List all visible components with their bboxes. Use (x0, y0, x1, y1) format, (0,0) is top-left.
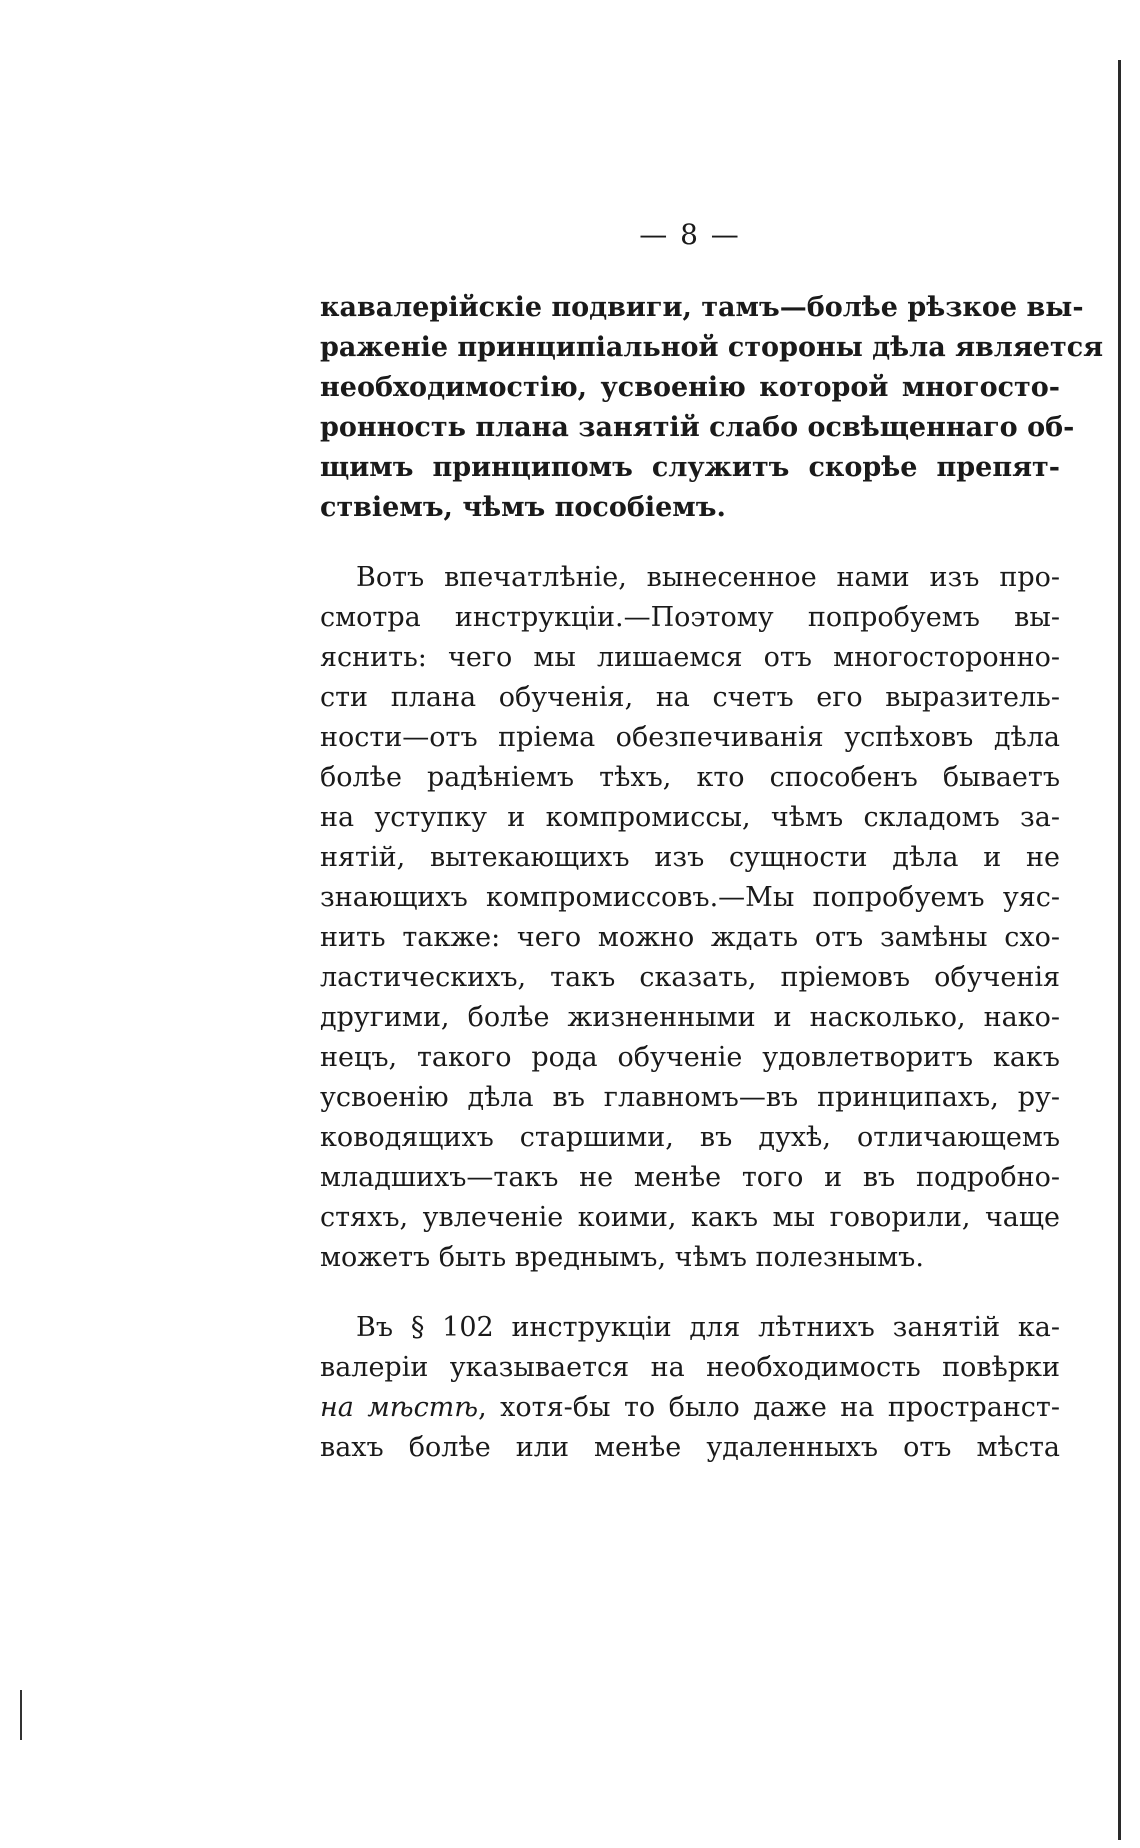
text-line: нятій, вытекающихъ изъ сущности дѣла и не (320, 842, 1060, 873)
text-line: другими, болѣе жизненными и насколько, нако- (320, 1002, 1060, 1033)
text-line: валеріи указывается на необходимость повѣрки (320, 1352, 1060, 1383)
paragraph-1 (320, 288, 1104, 528)
text-line: яснить: чего мы лишаемся отъ многосторонно- (320, 642, 1060, 673)
text-line: щимъ принципомъ служитъ скорѣе препят- (320, 452, 1060, 483)
text-line: ластическихъ, такъ сказать, пріемовъ обученія (320, 962, 1060, 993)
text-line-with-italic (320, 1388, 1060, 1428)
text-line: кавалерійскіе подвиги, тамъ—болѣе рѣзкое вы- (320, 292, 1084, 323)
text-line: сти плана обученія, на счетъ его выразитель- (320, 682, 1060, 713)
text-line: нить также: чего можно ждать отъ замѣны схо- (320, 922, 1060, 953)
text-line: ности—отъ пріема обезпечиванія успѣховъ дѣла (320, 722, 1060, 753)
text-line: Въ § 102 инструкціи для лѣтнихъ занятій ка- (356, 1312, 1060, 1343)
text-line: знающихъ компромиссовъ.—Мы попробуемъ уяс- (320, 882, 1060, 913)
italic-phrase: на мѣстѣ (320, 1392, 479, 1423)
text-line: ронность плана занятій слабо освѣщеннаго об- (320, 412, 1075, 443)
text-line: Вотъ впечатлѣніе, вынесенное нами изъ про- (356, 562, 1060, 593)
text-line: смотра инструкціи.—Поэтому попробуемъ вы- (320, 602, 1060, 633)
paragraph-3 (320, 1308, 1060, 1468)
paragraph-2 (320, 558, 1060, 1278)
text-line: усвоенію дѣла въ главномъ—въ принципахъ, ру- (320, 1082, 1060, 1113)
page-number: — 8 — (639, 218, 741, 251)
binding-mark (20, 1690, 22, 1740)
text-line: можетъ быть вреднымъ, чѣмъ полезнымъ. (320, 1242, 924, 1273)
text-line: нецъ, такого рода обученіе удовлетворитъ какъ (320, 1042, 1060, 1073)
text-line: болѣе радѣніемъ тѣхъ, кто способенъ бываетъ (320, 762, 1060, 793)
text-line: ководящихъ старшими, въ духѣ, отличающемъ (320, 1122, 1060, 1153)
page-edge-line (1118, 60, 1121, 1840)
body-text (320, 288, 1104, 1468)
text-line: раженіе принципіальной стороны дѣла является (320, 332, 1104, 363)
text-line: необходимостію, усвоенію которой многосто- (320, 372, 1060, 403)
text-line: младшихъ—такъ не менѣе того и въ подробно- (320, 1162, 1060, 1193)
text-line-rest: , хотя-бы то было даже на пространст- (478, 1392, 1060, 1423)
text-line: на уступку и компромиссы, чѣмъ складомъ за- (320, 802, 1060, 833)
text-line: ствіемъ, чѣмъ пособіемъ. (320, 492, 726, 523)
text-line: вахъ болѣе или менѣе удаленныхъ отъ мѣста (320, 1432, 1060, 1463)
text-line: стяхъ, увлеченіе коими, какъ мы говорили, чаще (320, 1202, 1060, 1233)
